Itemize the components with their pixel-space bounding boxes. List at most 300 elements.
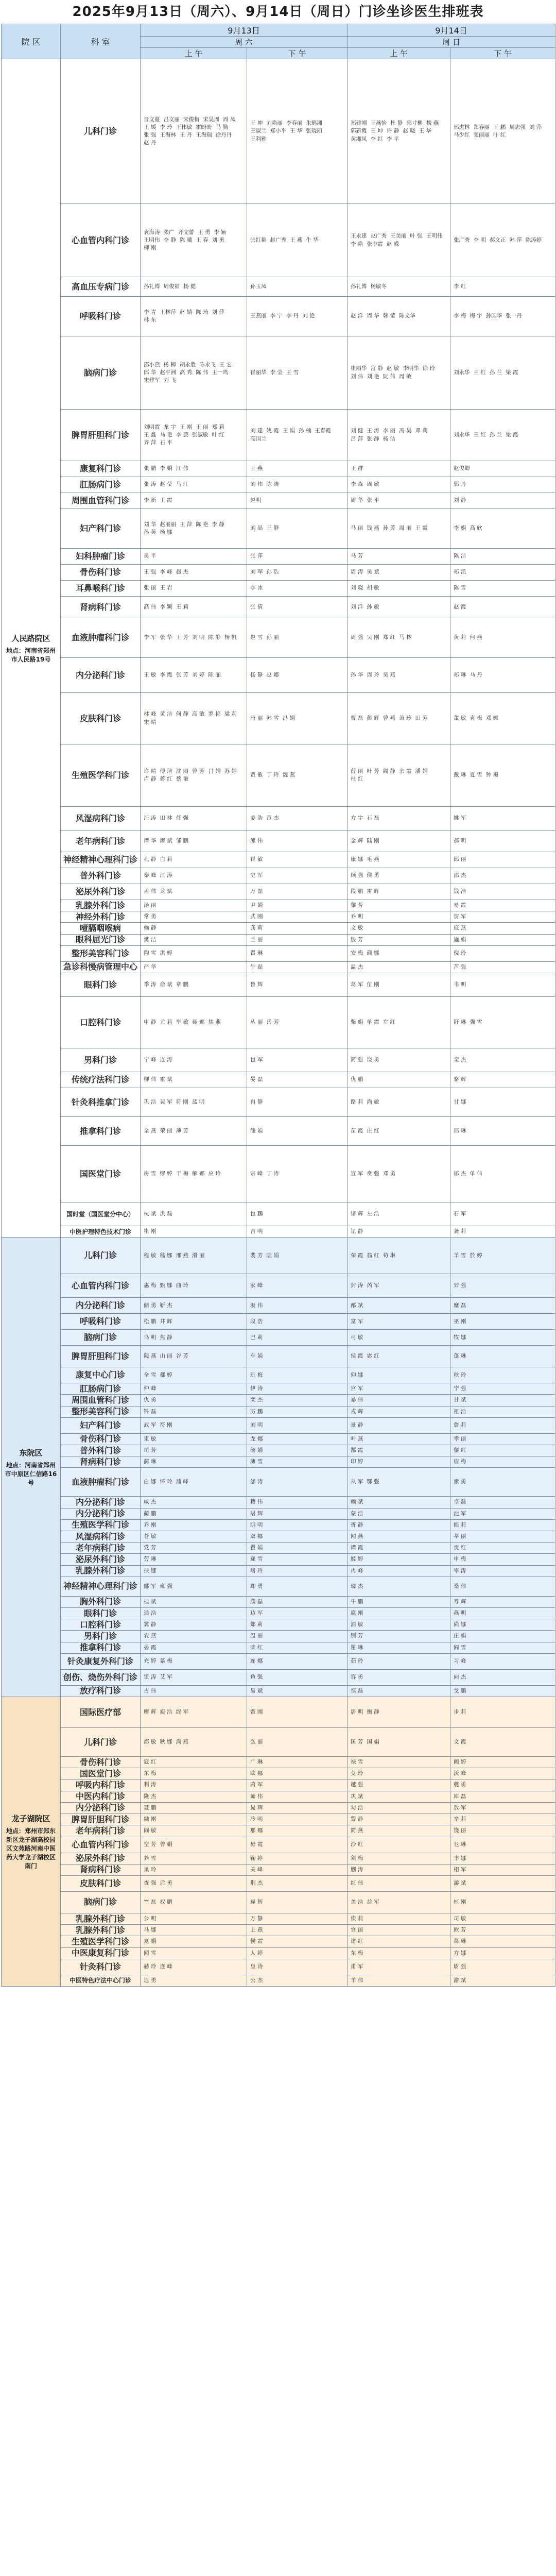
doctor-cell-sun-am: [348, 336, 450, 410]
doctor-cell-sun-pm: [450, 807, 555, 831]
doctor-name: 韩 莹: [383, 313, 396, 319]
doctor-name: 胡 敏: [367, 585, 379, 591]
doctor-name: 王 敏: [144, 671, 157, 678]
doctor-name: 周俊福: [163, 283, 180, 290]
doctor-cell-sun-am: [348, 1631, 450, 1642]
doctor-cell-sat-am: [141, 868, 247, 884]
doctor-name: 冷 明: [250, 1816, 263, 1823]
doctor-cell-sun-am: [348, 1913, 450, 1924]
campus-cell: [2, 1697, 61, 1987]
dept-name: 眼科屈光门诊: [61, 934, 141, 945]
doctor-name: 龚 莉: [250, 925, 263, 931]
doctor-name: 田 林: [160, 815, 172, 821]
doctor-name: 邹 鹏: [176, 837, 189, 844]
schedule-row: [2, 1631, 555, 1642]
doctor-name: 章 鹏: [176, 981, 189, 988]
doctor-cell-sun-am: [348, 1417, 450, 1433]
doctor-name: 薛 丽: [351, 768, 363, 774]
page-title: 2025年9月13日（周六）、9月14日（周日）门诊坐诊医生排班表: [72, 4, 484, 20]
doctor-cell-sat-pm: [247, 1853, 348, 1864]
doctor-name: 关 峰: [250, 1866, 263, 1873]
doctor-name: 景 静: [351, 1422, 363, 1429]
doctor-cell-sat-am: [141, 1417, 247, 1433]
doctor-name: 储 勇: [144, 1302, 157, 1309]
doctor-name: 舒 琳: [454, 1019, 466, 1025]
doctor-name: 竺 磊: [144, 1899, 157, 1905]
doctor-name: 曹 磊: [351, 715, 363, 721]
schedule-row: [2, 1891, 555, 1913]
doctor-name: 欧 芳: [454, 1927, 466, 1934]
doctor-name: 赖 静: [144, 925, 157, 931]
doctor-name: 贡 红: [454, 1545, 466, 1551]
doctor-cell-sat-am: [141, 693, 247, 744]
doctor-name: 越 强: [351, 1782, 363, 1788]
doctor-cell-sun-am: [348, 934, 450, 945]
doctor-name: 刘明霞: [144, 423, 160, 430]
doctor-name: 王海瑞: [196, 132, 212, 138]
schedule-row: [2, 509, 555, 549]
dept-name: 肾病科门诊: [61, 1456, 141, 1468]
doctor-cell-sun-pm: [450, 1631, 555, 1642]
doctor-name: 鲁 辉: [250, 981, 263, 988]
doctor-name: 程 敏: [144, 1252, 157, 1259]
dept-name: 心血管内科门诊: [61, 1837, 141, 1853]
doctor-cell-sun-am: [348, 1238, 450, 1274]
doctor-cell-sun-am: [348, 1554, 450, 1565]
doctor-cell-sun-pm: [450, 1669, 555, 1685]
doctor-cell-sat-pm: [247, 1728, 348, 1757]
doctor-name: 周 敏: [367, 481, 379, 488]
doctor-name: 厉 鹏: [250, 1408, 263, 1415]
schedule-row: [2, 911, 555, 923]
doctor-cell-sat-am: [141, 1814, 247, 1825]
doctor-cell-sat-am: [141, 1757, 247, 1768]
doctor-name: 金 辉: [351, 837, 363, 844]
doctor-name: 王 华: [290, 128, 303, 134]
schedule-row: [2, 1975, 555, 1986]
doctor-cell-sat-pm: [247, 277, 348, 297]
doctor-name: 勾 浩: [351, 1804, 363, 1811]
doctor-name: 殳 玲: [351, 1770, 363, 1777]
doctor-cell-sat-pm: [247, 693, 348, 744]
doctor-name: 祖 浩: [454, 1408, 466, 1415]
doctor-name: 阴 明: [250, 1521, 263, 1528]
doctor-cell-sat-pm: [247, 1238, 348, 1274]
doctor-name: 相 军: [454, 1866, 466, 1873]
doctor-cell-sun-am: [348, 1925, 450, 1936]
schedule-row: [2, 1554, 555, 1565]
doctor-name: 刘 华: [144, 521, 157, 528]
doctor-name: 芦 强: [454, 963, 466, 970]
doctor-name: 马 丹: [470, 671, 482, 678]
doctor-name: 梁 霞: [506, 431, 518, 438]
dept-name: 骨伤科门诊: [61, 1433, 141, 1445]
doctor-name: 沃 峰: [454, 1770, 466, 1777]
dept-name: 皮肤科门诊: [61, 693, 141, 744]
doctor-cell-sat-pm: [247, 1346, 348, 1367]
doctor-name: 尚 娜: [454, 1621, 466, 1628]
dept-name: 生殖医学科门诊: [61, 1936, 141, 1947]
doctor-name: 王 鑫: [144, 431, 157, 438]
doctor-name: 从 军: [351, 1479, 363, 1485]
doctor-name: 张 静: [367, 435, 379, 442]
doctor-cell-sun-pm: [450, 1891, 555, 1913]
dept-name: 脾胃肝胆科门诊: [61, 410, 141, 461]
doctor-name: 井 辉: [160, 1318, 172, 1325]
doctor-cell-sat-pm: [247, 1330, 348, 1346]
schedule-row: [2, 1669, 555, 1685]
doctor-cell-sat-am: [141, 1768, 247, 1780]
doctor-name: 韩 雪: [266, 715, 279, 721]
doctor-name: 蔡 艳: [176, 776, 189, 782]
doctor-name: 沙 红: [351, 1841, 363, 1848]
doctor-name: 王 丹: [179, 132, 193, 138]
doctor-name: 黎 芳: [351, 902, 363, 908]
doctor-name: 暨 刚: [250, 1708, 263, 1715]
doctor-name: 都 敏: [144, 1738, 157, 1745]
doctor-name: 邴 斌: [351, 1302, 363, 1309]
doctor-name: 李 丹: [286, 313, 299, 319]
doctor-name: 广 琳: [250, 1759, 263, 1766]
schedule-row: [2, 1875, 555, 1891]
doctor-cell-sat-am: [141, 277, 247, 297]
schedule-row: [2, 1685, 555, 1697]
doctor-cell-sat-am: [141, 1619, 247, 1631]
doctor-cell-sat-pm: [247, 597, 348, 618]
doctor-name: 王 刚: [179, 423, 193, 430]
doctor-name: 赵广秀: [270, 236, 286, 243]
doctor-name: 栾 杰: [454, 1056, 466, 1063]
doctor-name: 康 娜: [351, 856, 363, 863]
doctor-cell-sat-pm: [247, 1519, 348, 1531]
doctor-name: 郝文正: [489, 236, 506, 243]
doctor-cell-sun-am: [348, 1853, 450, 1864]
doctor-cell-sun-am: [348, 565, 450, 581]
doctor-cell-sun-am: [348, 1596, 450, 1607]
doctor-cell-sun-pm: [450, 693, 555, 744]
doctor-name: 郏 莉: [250, 1621, 263, 1628]
doctor-name: 缪 婷: [160, 1170, 172, 1177]
doctor-cell-sun-pm: [450, 945, 555, 961]
doctor-name: 庞 燕: [454, 925, 466, 931]
dept-name: 整形美容科门诊: [61, 945, 141, 961]
doctor-name: 陈 静: [208, 634, 221, 641]
doctor-name: 应 玲: [208, 1170, 221, 1177]
doctor-cell-sat-pm: [247, 1802, 348, 1814]
doctor-name: 王伟敏: [176, 124, 193, 130]
doctor-name: 孙玉凤: [250, 283, 267, 290]
doctor-name: 訾 静: [351, 1816, 363, 1823]
doctor-name: 夔 勇: [454, 1782, 466, 1788]
doctor-name: 蓬 琳: [454, 1353, 466, 1360]
doctor-name: 陈 雪: [454, 585, 466, 591]
doctor-name: 黄湘凤: [351, 135, 367, 142]
doctor-cell-sun-am: [348, 1959, 450, 1975]
doctor-name: 寇 红: [144, 1759, 157, 1766]
doctor-cell-sat-pm: [247, 658, 348, 693]
doctor-name: 戎 辉: [351, 1408, 363, 1415]
doctor-name: 陈 晓: [266, 481, 279, 488]
doctor-name: 牧 娜: [454, 1334, 466, 1341]
schedule-row: [2, 204, 555, 277]
doctor-cell-sat-pm: [247, 1445, 348, 1456]
doctor-name: 路 莉: [351, 1098, 363, 1105]
dept-name: 骨伤科门诊: [61, 1757, 141, 1768]
campus-name: 人民路院区: [11, 633, 50, 643]
doctor-name: 柳 刚: [144, 245, 157, 251]
dept-name: 肾病科门诊: [61, 597, 141, 618]
doctor-name: 池 军: [454, 1510, 466, 1517]
doctor-name: 解 娜: [192, 1170, 205, 1177]
doctor-cell-sun-pm: [450, 1768, 555, 1780]
doctor-name: 乔 明: [351, 913, 363, 920]
doctor-name: 陈 洁: [454, 553, 466, 560]
doctor-name: 蔚 军: [250, 1782, 263, 1788]
doctor-name: 荣 霞: [351, 1252, 363, 1259]
weekday-header-13: 周 六: [141, 37, 348, 48]
schedule-row: [2, 1226, 555, 1238]
doctor-cell-sat-pm: [247, 1146, 348, 1202]
doctor-name: 王 岩: [160, 585, 172, 591]
doctor-cell-sat-am: [141, 597, 247, 618]
dept-header: 科 室: [61, 24, 141, 59]
doctor-name: 高 敏: [192, 711, 205, 718]
doctor-name: 孟 伟: [144, 888, 157, 895]
doctor-name: 陈涛婷: [525, 236, 542, 243]
doctor-name: 易 斌: [250, 1687, 263, 1694]
doctor-name: 侯 霞: [351, 1353, 363, 1360]
doctor-name: 赵 洋: [351, 313, 363, 319]
doctor-name: 张 强: [144, 132, 157, 138]
doctor-name: 王 坤: [250, 120, 263, 127]
doctor-name: 仲 峰: [144, 1385, 157, 1392]
dept-name: 推拿科门诊: [61, 1642, 141, 1653]
doctor-name: 李 红: [370, 135, 383, 142]
doctor-name: 查 强: [144, 1880, 157, 1887]
doctor-cell-sat-am: [141, 1936, 247, 1947]
doctor-cell-sat-am: [141, 1508, 247, 1519]
doctor-name: 韩 萍: [509, 236, 522, 243]
dept-name: 高血压专病门诊: [61, 277, 141, 297]
schedule-row: [2, 934, 555, 945]
schedule-row: [2, 1531, 555, 1543]
doctor-name: 叶 红: [493, 132, 506, 138]
doctor-name: 薄 芳: [176, 1127, 189, 1134]
doctor-cell-sun-pm: [450, 277, 555, 297]
doctor-cell-sat-pm: [247, 581, 348, 597]
doctor-name: 叶 强: [410, 233, 423, 240]
doctor-name: 王 强: [144, 569, 157, 575]
doctor-name: 包 鹏: [250, 1210, 263, 1217]
doctor-name: 厍 磊: [454, 1793, 466, 1800]
doctor-cell-sat-pm: [247, 1383, 348, 1395]
doctor-name: 胥 静: [351, 1521, 363, 1528]
schedule-row: [2, 1072, 555, 1088]
doctor-cell-sat-am: [141, 997, 247, 1048]
doctor-name: 王 华: [419, 128, 431, 134]
doctor-cell-sun-am: [348, 1468, 450, 1497]
doctor-name: 羊 雪: [454, 1252, 466, 1259]
doctor-name: 廖 斌: [160, 837, 172, 844]
doctor-name: 苍 敏: [144, 1533, 157, 1540]
doctor-name: 官 丽: [351, 1927, 363, 1934]
doctor-name: 刘 伟: [250, 481, 263, 488]
doctor-name: 史 军: [250, 872, 263, 879]
doctor-cell-sat-am: [141, 1825, 247, 1837]
doctor-cell-sun-am: [348, 1697, 450, 1728]
schedule-row: [2, 1298, 555, 1314]
doctor-name: 丰 娜: [454, 1855, 466, 1861]
doctor-name: 司 芳: [144, 1447, 157, 1454]
doctor-name: 杨敏冬: [370, 283, 387, 290]
doctor-cell-sat-am: [141, 973, 247, 997]
doctor-name: 聂 鹏: [144, 1804, 157, 1811]
doctor-cell-sun-pm: [450, 1445, 555, 1456]
doctor-name: 赵明: [250, 497, 261, 504]
dept-name: 儿科门诊: [61, 1728, 141, 1757]
doctor-name: 卢 静: [144, 776, 157, 782]
doctor-cell-sun-am: [348, 945, 450, 961]
doctor-name: 李 青: [144, 309, 157, 315]
doctor-name: 赵 敏: [386, 365, 399, 372]
doctor-name: 刘永华: [454, 431, 470, 438]
doctor-name: 梅 宇: [470, 313, 482, 319]
schedule-row: [2, 1837, 555, 1853]
doctor-cell-sat-am: [141, 1565, 247, 1577]
doctor-name: 白 莉: [160, 856, 172, 863]
doctor-cell-sat-am: [141, 1728, 247, 1757]
doctor-cell-sun-am: [348, 1406, 450, 1417]
doctor-name: 王 娟: [282, 428, 296, 434]
doctor-name: 逯 辉: [250, 1899, 263, 1905]
doctor-cell-sun-pm: [450, 1825, 555, 1837]
schedule-row: [2, 693, 555, 744]
schedule-row: [2, 59, 555, 204]
dept-name: 胸外科门诊: [61, 1596, 141, 1607]
doctor-name: 萧 玲: [399, 715, 412, 721]
doctor-cell-sat-pm: [247, 509, 348, 549]
doctor-name: 韶 娟: [250, 1447, 263, 1454]
doctor-name: 雍 强: [160, 1583, 172, 1589]
doctor-name: 温 丽: [250, 1633, 263, 1639]
dept-name: 妇产科门诊: [61, 509, 141, 549]
doctor-cell-sat-pm: [247, 997, 348, 1048]
campus-cell: [2, 59, 61, 1238]
schedule-row: [2, 1202, 555, 1226]
doctor-cell-sun-am: [348, 1837, 450, 1853]
doctor-cell-sun-pm: [450, 1519, 555, 1531]
doctor-cell-sun-pm: [450, 1146, 555, 1202]
doctor-name: 赵丽丽: [160, 521, 176, 528]
doctor-name: 贾 敏: [250, 772, 263, 778]
doctor-name: 方 娜: [454, 1950, 466, 1956]
doctor-name: 红 伟: [351, 1880, 363, 1887]
dept-name: 肾病科门诊: [61, 1864, 141, 1875]
doctor-cell-sat-am: [141, 744, 247, 807]
schedule-body: [2, 24, 555, 1987]
schedule-row: [2, 410, 555, 461]
doctor-name: 荀 琳: [383, 1252, 396, 1259]
dept-name: 生殖医学科门诊: [61, 1519, 141, 1531]
doctor-cell-sun-am: [348, 493, 450, 509]
doctor-name: 居 明: [351, 1708, 363, 1715]
doctor-cell-sun-pm: [450, 997, 555, 1048]
doctor-name: 刘 明: [250, 1422, 263, 1429]
doctor-name: 赵 娜: [266, 671, 279, 678]
doctor-name: 步 莉: [454, 1708, 466, 1715]
doctor-cell-sat-am: [141, 549, 247, 565]
doctor-name: 孙 芳: [383, 525, 396, 532]
campus-name: 东院区: [19, 1448, 43, 1458]
schedule-row: [2, 868, 555, 884]
doctor-cell-sun-am: [348, 911, 450, 923]
doctor-name: 吕 娟: [208, 768, 221, 774]
doctor-name: 卓 磊: [454, 1499, 466, 1505]
doctor-name: 赵俊卿: [454, 465, 470, 472]
doctor-name: 籍 伟: [250, 1499, 263, 1505]
doctor-cell-sat-pm: [247, 744, 348, 807]
doctor-name: 王一鸣: [212, 369, 229, 376]
dept-name: 推拿科门诊: [61, 1117, 141, 1146]
doctor-cell-sat-pm: [247, 852, 348, 868]
doctor-cell-sat-am: [141, 618, 247, 658]
doctor-name: 吴 燕: [383, 671, 396, 678]
doctor-cell-sun-pm: [450, 1531, 555, 1543]
doctor-cell-sat-pm: [247, 900, 348, 911]
doctor-name: 晏 磊: [250, 1076, 263, 1083]
doctor-cell-sun-am: [348, 961, 450, 973]
doctor-name: 杨 帆: [224, 634, 237, 641]
doctor-name: 齐 萍: [144, 439, 157, 446]
schedule-row: [2, 1346, 555, 1367]
doctor-cell-sun-pm: [450, 1685, 555, 1697]
dept-name: 泌尿外科门诊: [61, 884, 141, 900]
doctor-name: 郑 莉: [212, 423, 224, 430]
doctor-name: 邵 杰: [454, 872, 466, 879]
doctor-name: 马 娜: [144, 1927, 157, 1934]
doctor-cell-sun-pm: [450, 1554, 555, 1565]
doctor-cell-sat-pm: [247, 410, 348, 461]
doctor-cell-sun-am: [348, 597, 450, 618]
doctor-cell-sat-pm: [247, 1117, 348, 1146]
doctor-cell-sat-am: [141, 1346, 247, 1367]
doctor-name: 张红艳: [250, 236, 267, 243]
doctor-name: 王 霞: [415, 525, 428, 532]
doctor-name: 周 丽: [399, 525, 412, 532]
doctor-name: 齐文蕾: [178, 229, 194, 235]
doctor-cell-sat-am: [141, 1330, 247, 1346]
doctor-cell-sat-pm: [247, 1367, 348, 1383]
doctor-name: 张淑敏: [192, 431, 208, 438]
doctor-name: 仇 鹏: [351, 1076, 363, 1083]
doctor-cell-sat-am: [141, 831, 247, 852]
doctor-name: 丁 涛: [266, 1170, 279, 1177]
doctor-cell-sun-pm: [450, 1346, 555, 1367]
doctor-cell-sat-pm: [247, 1088, 348, 1117]
doctor-name: 高 伟: [144, 603, 157, 610]
doctor-name: 单 霞: [367, 1019, 379, 1025]
doctor-name: 鄂 强: [367, 1479, 379, 1485]
doctor-cell-sun-am: [348, 1531, 450, 1543]
doctor-name: 徐丹丹: [215, 132, 232, 138]
doctor-cell-sat-am: [141, 1445, 247, 1456]
doctor-cell-sun-am: [348, 1814, 450, 1825]
doctor-name: 武 军: [144, 1422, 157, 1429]
dept-name: 康复中心门诊: [61, 1367, 141, 1383]
doctor-name: 邓 娜: [485, 715, 499, 721]
doctor-cell-sun-pm: [450, 336, 555, 410]
schedule-row: [2, 831, 555, 852]
